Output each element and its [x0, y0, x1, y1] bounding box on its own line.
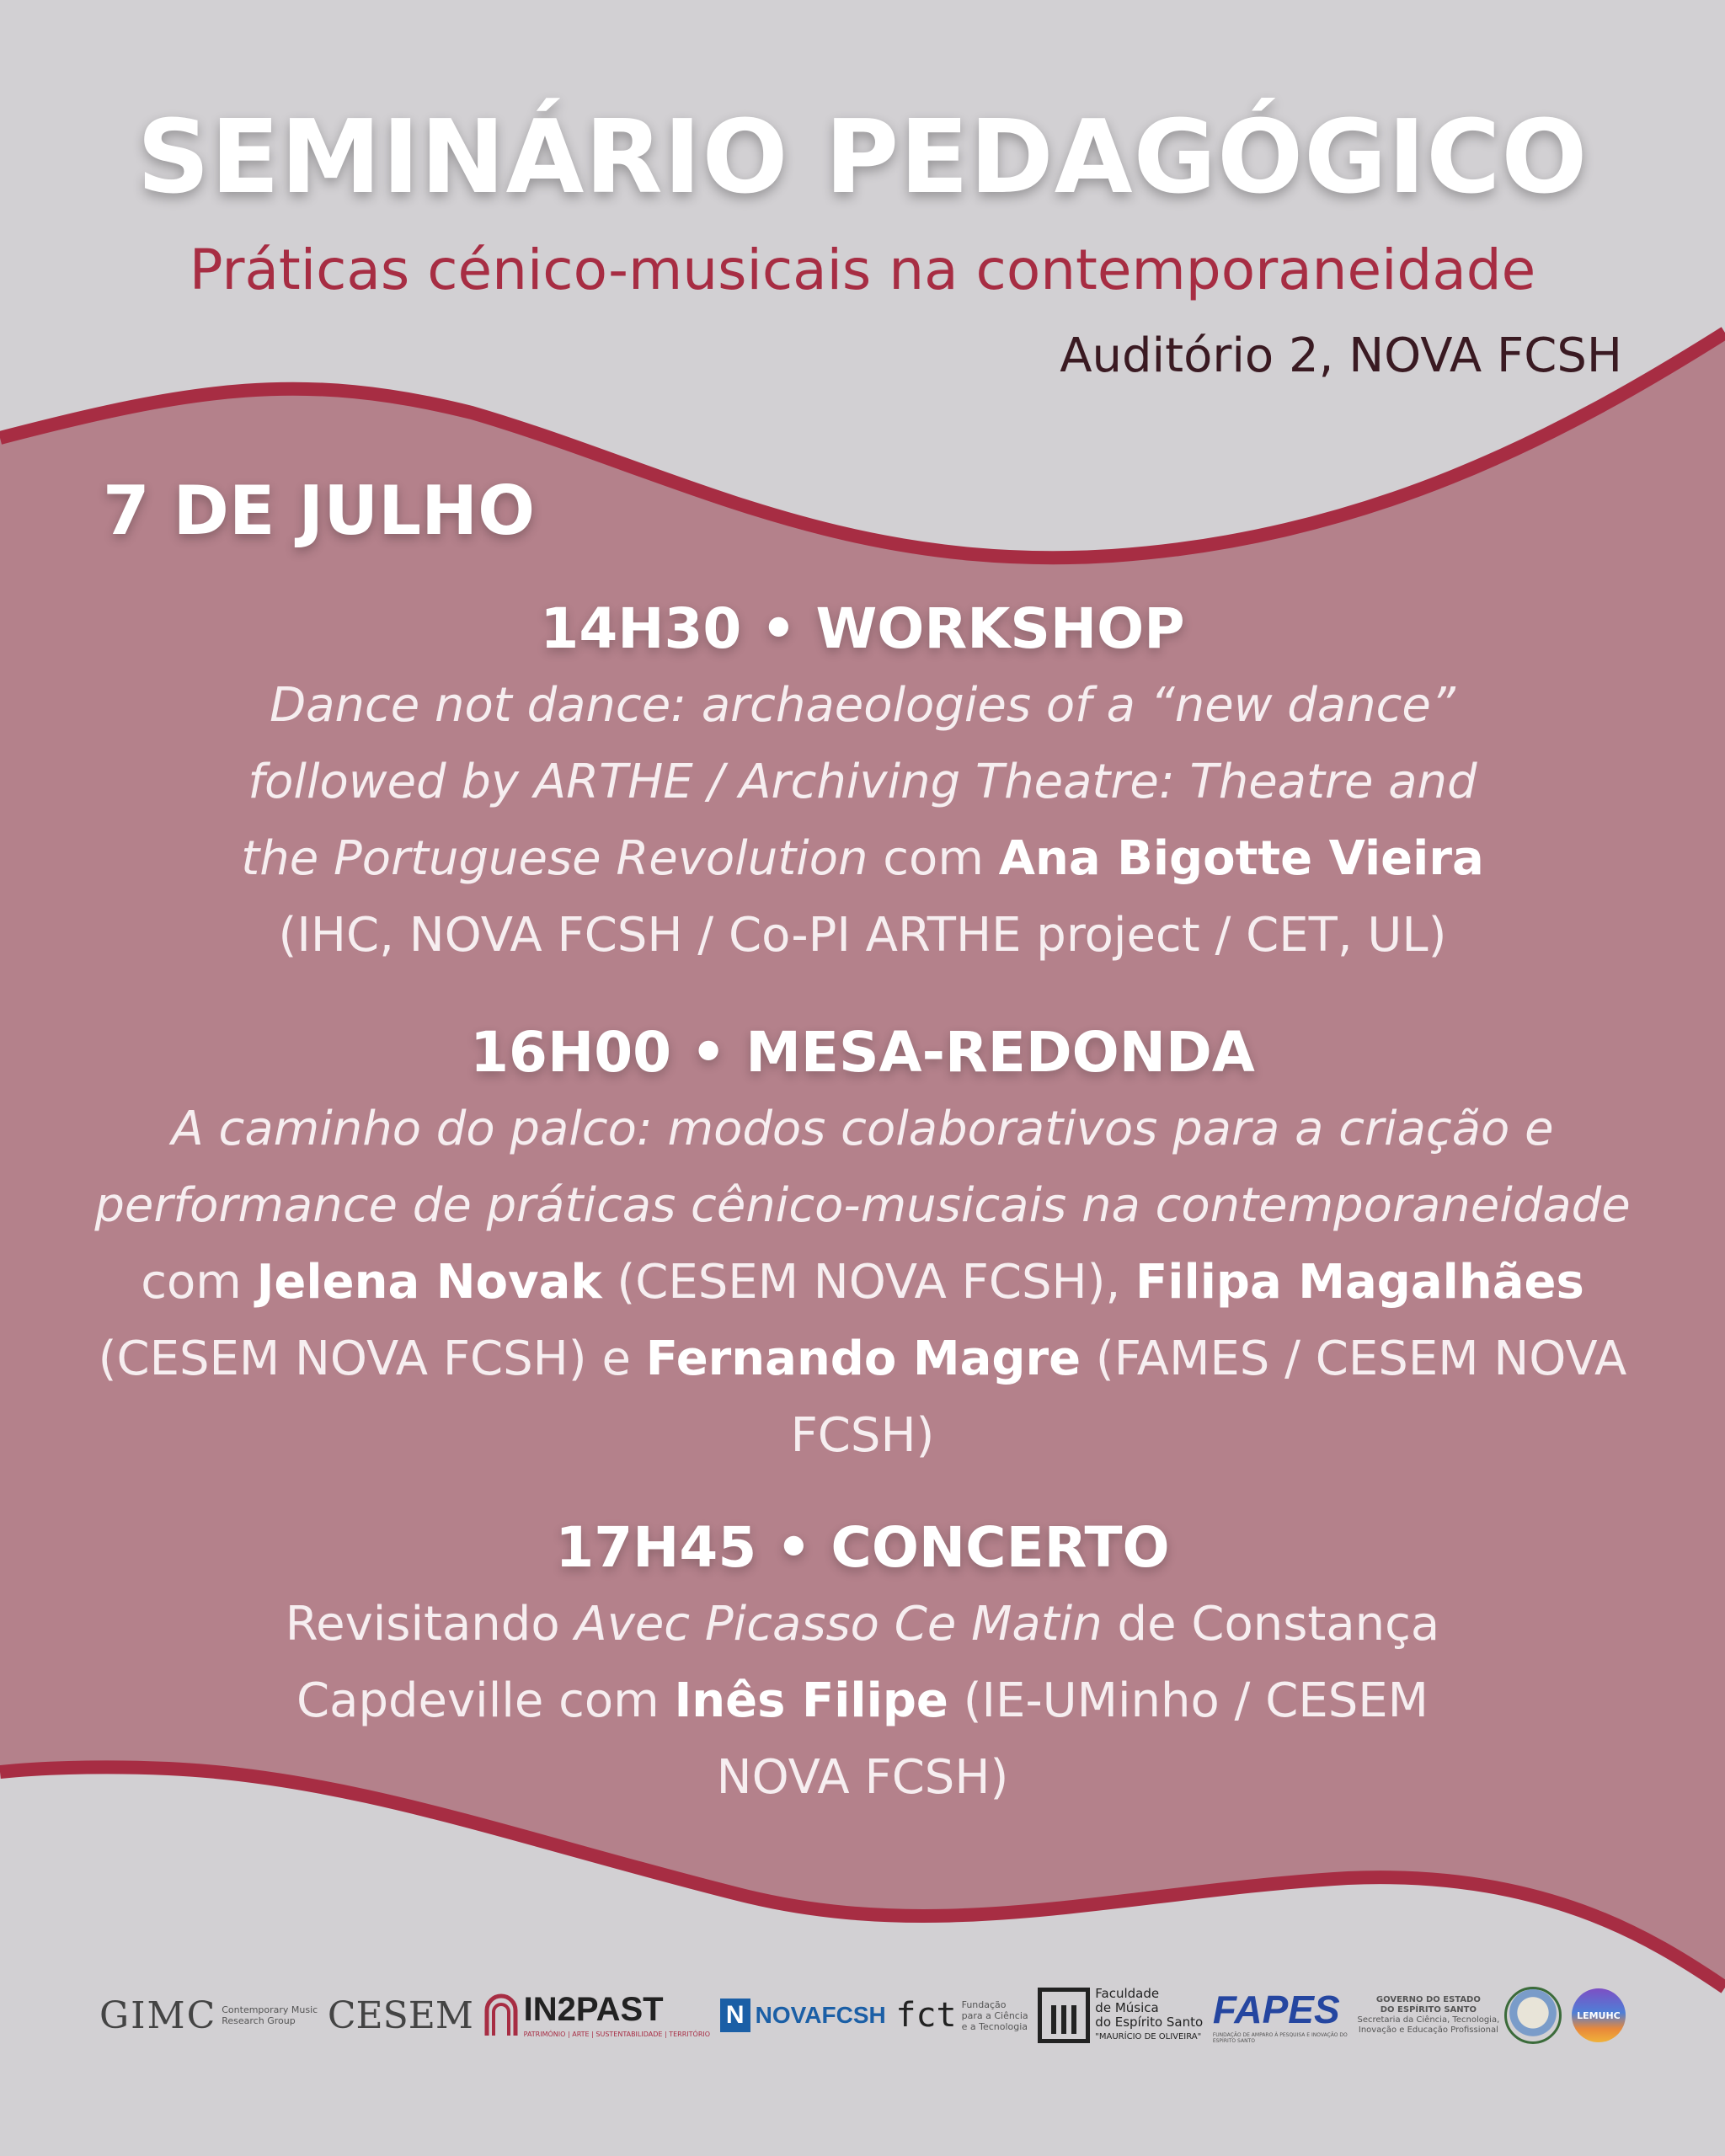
event-heading: 16H00 • MESA-REDONDA — [470, 1020, 1255, 1085]
performer-affiliation: (IE-UMinho / CESEM NOVA FCSH) — [716, 1673, 1429, 1805]
lemuhc-logo — [1572, 1988, 1626, 2042]
gimc-caption-line: Research Group — [222, 2015, 296, 2026]
fames-line: "MAURÍCIO DE OLIVEIRA" — [1095, 2032, 1202, 2041]
event-concert — [84, 1510, 1641, 1816]
page-title: SEMINÁRIO PEDAGÓGICO — [136, 99, 1589, 216]
event-description — [84, 1586, 1641, 1816]
event-heading: 17H45 • CONCERTO — [555, 1515, 1170, 1580]
nova-fcsh-logo — [720, 1999, 886, 2032]
nova-badge-icon: N — [720, 1999, 750, 2032]
cesem-logo — [328, 1994, 473, 2037]
event-title: Dance not dance: archaeologies of a “new dance” followed by ARTHE / Archiving Theatre: Theatre and the Portuguese Revolution — [241, 678, 1477, 886]
speaker-name: Fernando Magre — [645, 1331, 1081, 1386]
event-description — [84, 667, 1641, 974]
fct-logo — [895, 1996, 1028, 2035]
fames-line: Faculdade — [1095, 1986, 1160, 2001]
fames-logo — [1038, 1987, 1203, 2044]
gimc-logo — [99, 1994, 318, 2037]
performer-name: Inês Filipe — [674, 1673, 948, 1728]
es-government-logo — [1357, 1987, 1562, 2044]
cesem-mark: CESEM — [327, 1993, 473, 2037]
gov-line: DO ESPÍRITO SANTO — [1380, 2005, 1477, 2015]
work-title: Avec Picasso Ce Matin — [574, 1597, 1103, 1652]
speaker-name: Ana Bigotte Vieira — [998, 831, 1484, 886]
gimc-caption — [222, 2004, 318, 2026]
in2past-mark: IN2PAST — [523, 1991, 664, 2028]
speaker-name: Filipa Magalhães — [1135, 1255, 1584, 1310]
fct-caption-line: Fundação — [961, 1999, 1007, 2010]
page-subtitle: Práticas cénico-musicais na contemporaneidade — [189, 237, 1536, 302]
in2past-logo — [483, 1991, 710, 2040]
speaker-affiliation: (FAMES / CESEM NOVA FCSH) — [790, 1331, 1627, 1463]
event-roundtable — [84, 1015, 1641, 1474]
connector-text: com — [868, 831, 999, 886]
gov-caption — [1357, 1995, 1499, 2036]
event-workshop — [84, 591, 1641, 974]
gimc-caption-line: Contemporary Music — [222, 2004, 318, 2015]
event-description — [84, 1091, 1641, 1474]
fames-line: do Espírito Santo — [1095, 2015, 1204, 2030]
fct-mark: fct — [895, 1996, 957, 2035]
fames-caption — [1095, 1987, 1203, 2044]
gov-line: Secretaria da Ciência, Tecnologia, — [1357, 2015, 1500, 2025]
state-seal-icon — [1504, 1987, 1562, 2044]
event-title: A caminho do palco: modos colaborativos para a criação e performance de práticas cênico-musicais na contemporaneidade — [94, 1102, 1631, 1233]
fapes-mark: FAPES — [1212, 1988, 1340, 2031]
gimc-mark: GIMC — [99, 1993, 217, 2037]
venue-label: Auditório 2, NOVA FCSH — [1060, 328, 1622, 383]
in2past-arch-icon — [483, 1993, 519, 2037]
fames-columns-icon — [1038, 1988, 1090, 2043]
speaker-affiliation: (CESEM NOVA FCSH) e — [98, 1331, 646, 1386]
speaker-name: Jelena Novak — [256, 1255, 602, 1310]
connector-text: Revisitando — [285, 1597, 575, 1652]
gov-line: GOVERNO DO ESTADO — [1375, 1995, 1481, 2004]
gov-line: Inovação e Educação Profissional — [1358, 2025, 1498, 2035]
fapes-caption: FUNDAÇÃO DE AMPARO À PESQUISA E INOVAÇÃO DO ESPÍRITO SANTO — [1212, 2032, 1348, 2044]
event-heading: 14H30 • WORKSHOP — [540, 596, 1185, 661]
speaker-affiliation: (IHC, NOVA FCSH / Co-PI ARTHE project / CET, UL) — [278, 908, 1447, 963]
in2past-caption: PATRIMÓNIO | ARTE | SUSTENTABILIDADE | TERRITÓRIO — [523, 2031, 711, 2038]
fct-caption — [962, 1999, 1028, 2032]
fct-caption-line: para a Ciência — [961, 2009, 1028, 2021]
fames-line: de Música — [1095, 2000, 1159, 2015]
fct-caption-line: e a Tecnologia — [961, 2020, 1028, 2032]
composer-text: de Constança Capdeville com — [296, 1597, 1440, 1728]
event-date: 7 DE JULHO — [103, 472, 536, 550]
fapes-logo — [1213, 1987, 1348, 2044]
sponsor-logos — [99, 1977, 1626, 2053]
speaker-affiliation: (CESEM NOVA FCSH), — [601, 1255, 1136, 1310]
connector-text: com — [141, 1255, 257, 1310]
lemuhc-mark: LEMUHC — [1572, 1988, 1626, 2042]
nova-mark: NOVAFCSH — [755, 2002, 886, 2028]
